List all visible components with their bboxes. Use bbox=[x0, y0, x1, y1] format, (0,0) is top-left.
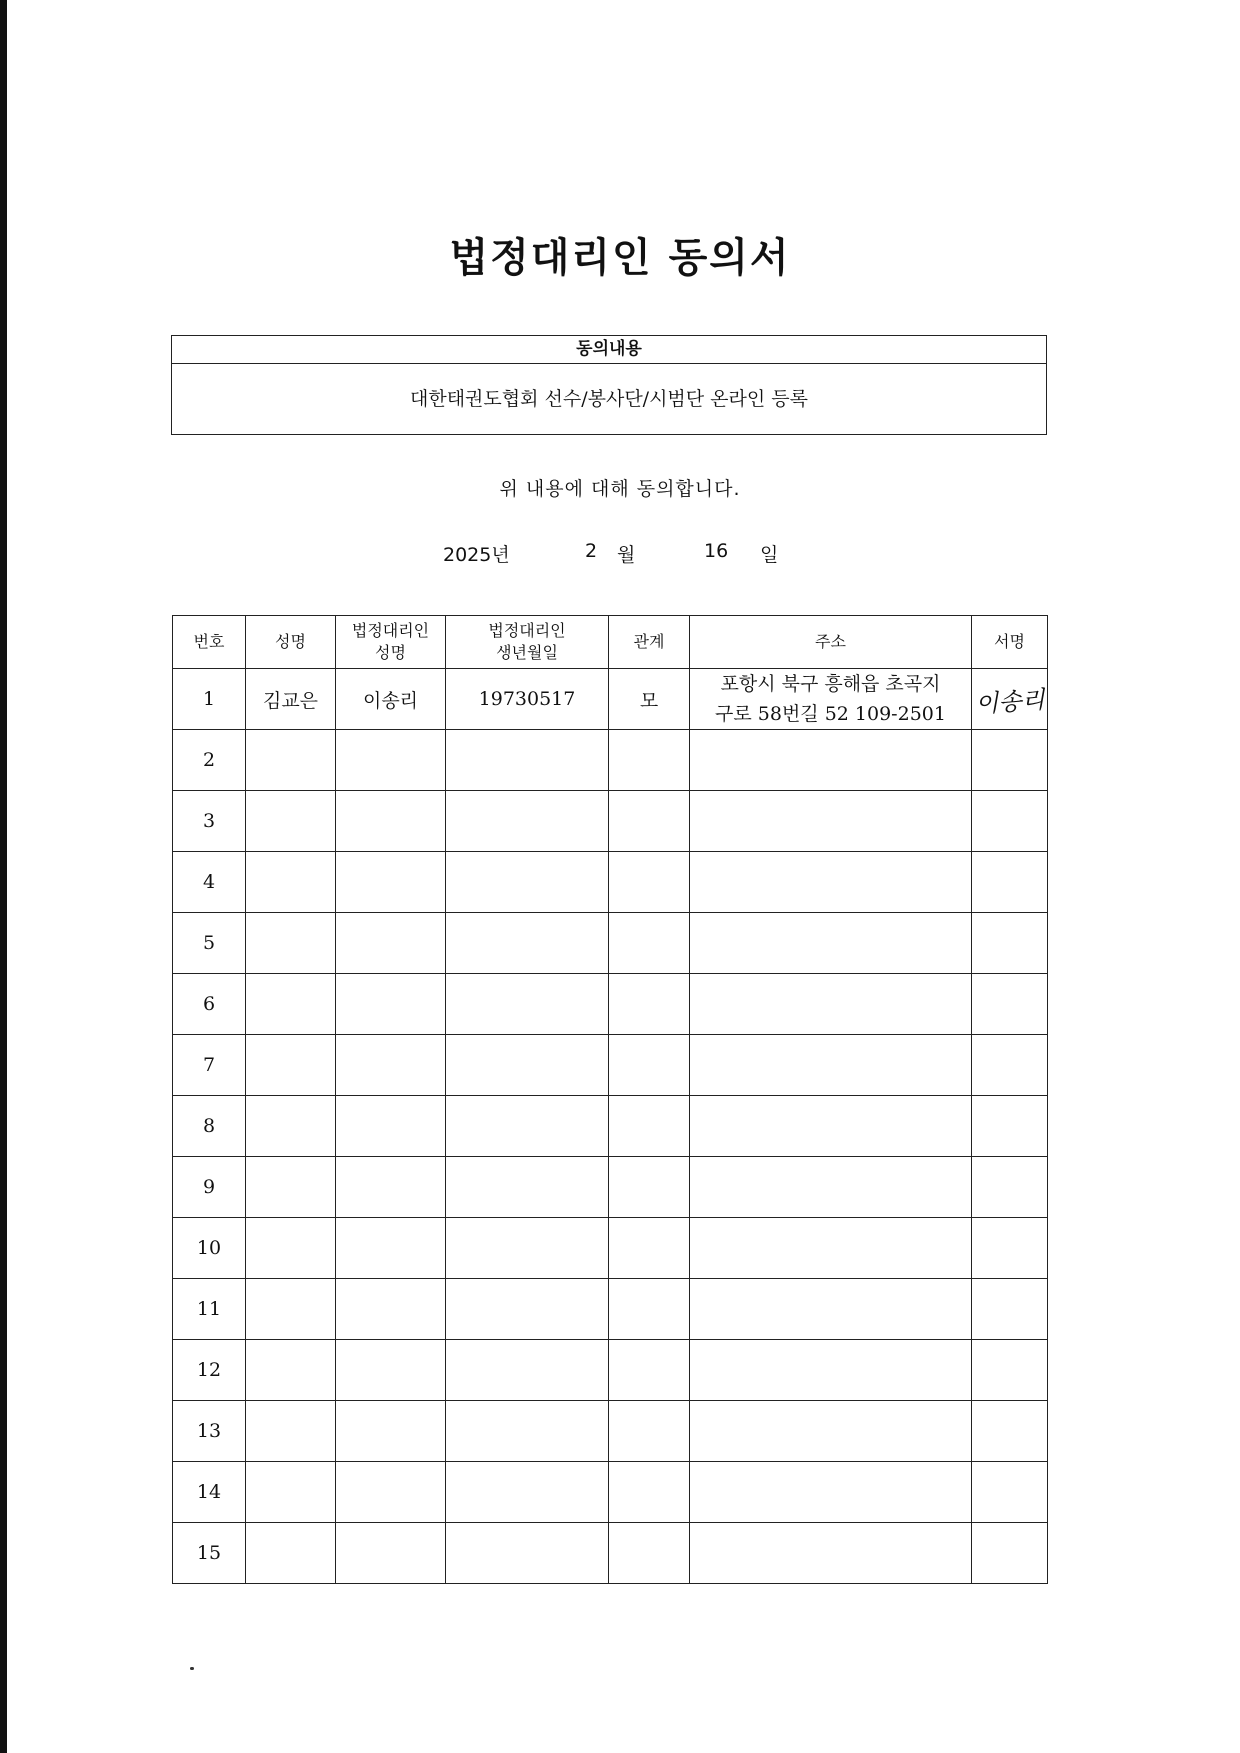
table-header-row bbox=[173, 616, 1048, 669]
table-row bbox=[173, 791, 1048, 852]
table-row bbox=[173, 669, 1048, 730]
consent-header: 동의내용 bbox=[172, 336, 1046, 364]
cell-no: 4 bbox=[173, 852, 246, 913]
header-guardian-birth bbox=[446, 616, 609, 669]
cell-signature bbox=[972, 669, 1048, 730]
table-row bbox=[173, 1096, 1048, 1157]
cell-no: 6 bbox=[173, 974, 246, 1035]
cell-no: 13 bbox=[173, 1401, 246, 1462]
table-row bbox=[173, 1523, 1048, 1584]
table-row bbox=[173, 1035, 1048, 1096]
consent-body: 대한태권도협회 선수/봉사단/시범단 온라인 등록 bbox=[409, 388, 808, 410]
agree-statement: 위 내용에 대해 동의합니다. bbox=[499, 478, 741, 500]
header-guardian-name-line2: 성명 bbox=[375, 643, 406, 662]
header-guardian-name bbox=[336, 616, 446, 669]
consent-box bbox=[171, 335, 1047, 435]
table-row bbox=[173, 1340, 1048, 1401]
cell-no: 7 bbox=[173, 1035, 246, 1096]
header-no: 번호 bbox=[173, 616, 246, 669]
date-month-unit: 월 bbox=[617, 544, 636, 566]
table-row bbox=[173, 1218, 1048, 1279]
header-guardian-birth-line1: 법정대리인 bbox=[488, 621, 566, 640]
cell-no: 5 bbox=[173, 913, 246, 974]
date-day-value: 16 bbox=[704, 540, 729, 562]
date-month-value: 2 bbox=[585, 540, 598, 562]
cell-guardian-birth: 19730517 bbox=[446, 669, 609, 730]
cell-no: 3 bbox=[173, 791, 246, 852]
header-address: 주소 bbox=[690, 616, 972, 669]
cell-no: 1 bbox=[173, 669, 246, 730]
cell-no: 15 bbox=[173, 1523, 246, 1584]
table-row bbox=[173, 1157, 1048, 1218]
cell-address-line1: 포항시 북구 흥해읍 초곡지 bbox=[720, 673, 941, 695]
scan-speck bbox=[190, 1667, 194, 1670]
header-relation: 관계 bbox=[609, 616, 690, 669]
table-row bbox=[173, 974, 1048, 1035]
header-signature: 서명 bbox=[972, 616, 1048, 669]
header-name: 성명 bbox=[246, 616, 336, 669]
cell-no: 14 bbox=[173, 1462, 246, 1523]
cell-name: 김교은 bbox=[246, 669, 336, 730]
header-guardian-name-line1: 법정대리인 bbox=[351, 621, 430, 640]
cell-no: 8 bbox=[173, 1096, 246, 1157]
table-row bbox=[173, 1401, 1048, 1462]
table-row bbox=[173, 1462, 1048, 1523]
header-guardian-birth-line2: 생년월일 bbox=[496, 643, 558, 662]
table-row bbox=[173, 730, 1048, 791]
cell-no: 10 bbox=[173, 1218, 246, 1279]
handwritten-signature: 이송리 bbox=[974, 685, 1046, 718]
cell-guardian-name: 이송리 bbox=[336, 669, 446, 730]
cell-relation: 모 bbox=[609, 669, 690, 730]
cell-no: 9 bbox=[173, 1157, 246, 1218]
cell-no: 11 bbox=[173, 1279, 246, 1340]
table-row bbox=[173, 913, 1048, 974]
cell-address-line2: 구로 58번길 52 109-2501 bbox=[715, 703, 946, 725]
cell-no: 2 bbox=[173, 730, 246, 791]
table-row bbox=[173, 1279, 1048, 1340]
date-day-unit: 일 bbox=[760, 544, 779, 566]
table-row bbox=[173, 852, 1048, 913]
cell-address bbox=[690, 669, 972, 730]
cell-no: 12 bbox=[173, 1340, 246, 1401]
date-year: 2025년 bbox=[443, 544, 510, 566]
guardian-table bbox=[172, 615, 1048, 1584]
document-title: 법정대리인 동의서 bbox=[449, 235, 791, 281]
